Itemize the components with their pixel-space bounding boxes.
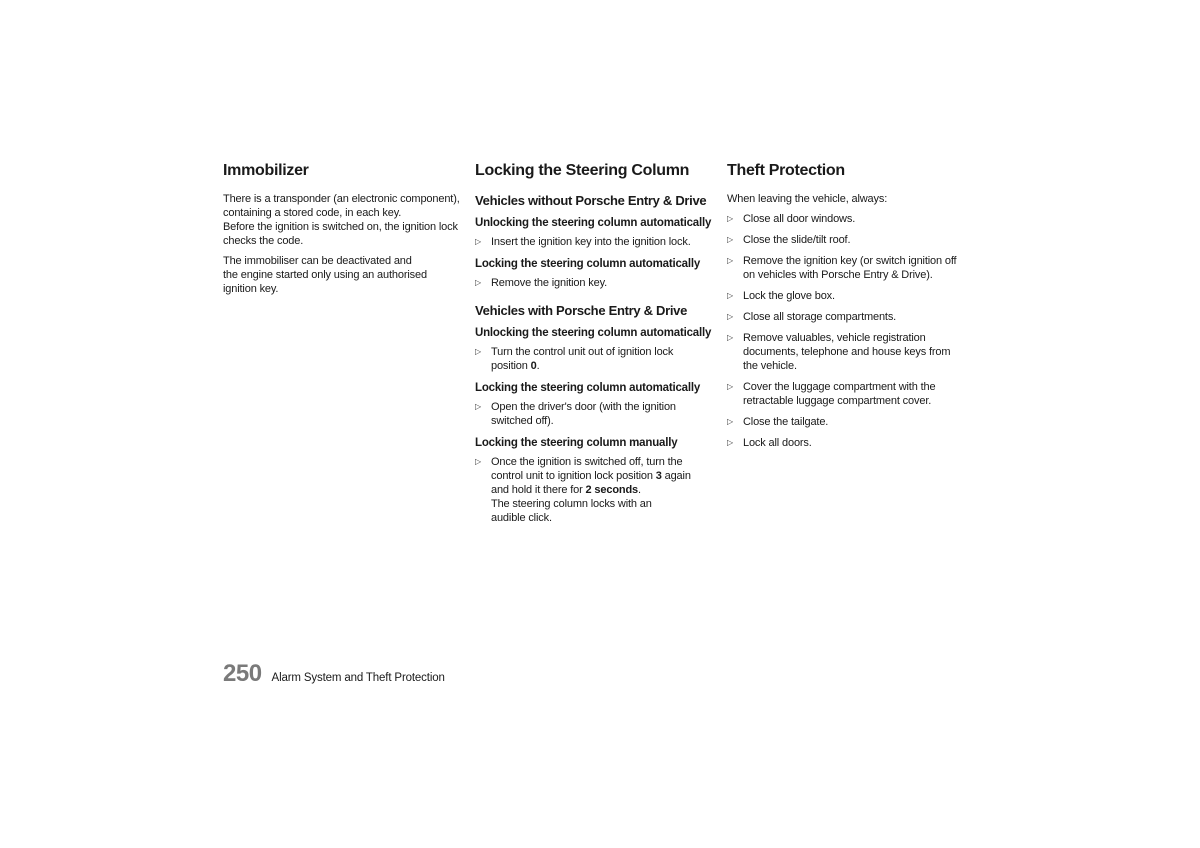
triangle-bullet-icon: ▷: [727, 382, 734, 391]
with-lock-auto-heading: Locking the steering column automatically: [475, 382, 701, 394]
triangle-bullet-icon: ▷: [727, 333, 734, 342]
ignition-position-value: 3: [655, 470, 662, 482]
list-item: ▷ Close the tailgate.: [727, 416, 829, 428]
with-lock-manual-heading: Locking the steering column manually: [475, 437, 678, 449]
triangle-bullet-icon: ▷: [727, 256, 734, 265]
triangle-bullet-icon: ▷: [727, 291, 734, 300]
immobilizer-heading: Immobilizer: [223, 162, 309, 179]
hold-duration-value: 2 seconds: [585, 484, 638, 496]
list-item: ▷ Insert the ignition key into the ignition lock.: [475, 236, 691, 248]
list-item: ▷ Once the ignition is switched off, turn the control unit to ignition lock position 3 again and hold it there for 2 seconds. The steering column locks with an audible click.: [475, 456, 691, 524]
list-item: ▷ Remove the ignition key (or switch ignition off on vehicles with Porsche Entry & Drive).: [727, 255, 957, 281]
list-item: ▷ Close all storage compartments.: [727, 311, 897, 323]
triangle-bullet-icon: ▷: [727, 235, 734, 244]
with-lock-manual-list: [475, 455, 717, 525]
without-unlock-list: [475, 235, 717, 249]
triangle-bullet-icon: ▷: [475, 457, 482, 466]
triangle-bullet-icon: ▷: [727, 438, 734, 447]
list-item: ▷ Lock all doors.: [727, 437, 812, 449]
list-item: ▷ Lock the glove box.: [727, 290, 835, 302]
without-lock-heading: Locking the steering column automatically: [475, 258, 701, 270]
theft-checklist: [727, 212, 967, 450]
immobilizer-paragraph-1: There is a transponder (an electronic component), containing a stored code, in each key. Before the ignition is switched on, the ignition lock checks the code.: [223, 193, 460, 247]
with-lock-auto-list: [475, 400, 717, 428]
without-entry-drive-heading: Vehicles without Porsche Entry & Drive: [475, 193, 707, 208]
immobilizer-section: [223, 160, 463, 302]
triangle-bullet-icon: ▷: [475, 237, 482, 246]
theft-protection-section: [727, 160, 967, 457]
list-item: ▷ Remove the ignition key.: [475, 277, 608, 289]
list-item: ▷ Close the slide/tilt roof.: [727, 234, 851, 246]
with-entry-drive-heading: Vehicles with Porsche Entry & Drive: [475, 303, 688, 318]
page-number: 250: [223, 660, 262, 687]
immobilizer-paragraph-2: The immobiliser can be deactivated and the engine started only using an authorised ignition key.: [223, 255, 427, 295]
triangle-bullet-icon: ▷: [475, 402, 482, 411]
with-unlock-list: [475, 345, 717, 373]
triangle-bullet-icon: ▷: [727, 417, 734, 426]
list-item: ▷ Turn the control unit out of ignition lock position 0.: [475, 346, 674, 372]
triangle-bullet-icon: ▷: [475, 347, 482, 356]
list-item: ▷ Close all door windows.: [727, 213, 856, 225]
steering-heading: Locking the Steering Column: [475, 162, 690, 179]
with-unlock-heading: Unlocking the steering column automatically: [475, 327, 712, 339]
theft-heading: Theft Protection: [727, 162, 845, 179]
theft-intro: When leaving the vehicle, always:: [727, 193, 888, 205]
list-item: ▷ Open the driver's door (with the ignition switched off).: [475, 401, 676, 427]
without-lock-list: [475, 276, 717, 290]
list-item: ▷ Remove valuables, vehicle registration documents, telephone and house keys from the vehicle.: [727, 332, 951, 372]
without-unlock-heading: Unlocking the steering column automatically: [475, 217, 712, 229]
chapter-title: Alarm System and Theft Protection: [271, 672, 445, 684]
steering-column-section: [475, 160, 717, 532]
triangle-bullet-icon: ▷: [727, 312, 734, 321]
page-footer: [223, 660, 445, 688]
triangle-bullet-icon: ▷: [475, 278, 482, 287]
triangle-bullet-icon: ▷: [727, 214, 734, 223]
ignition-position-value: 0: [530, 360, 537, 372]
list-item: ▷ Cover the luggage compartment with the retractable luggage compartment cover.: [727, 381, 936, 407]
